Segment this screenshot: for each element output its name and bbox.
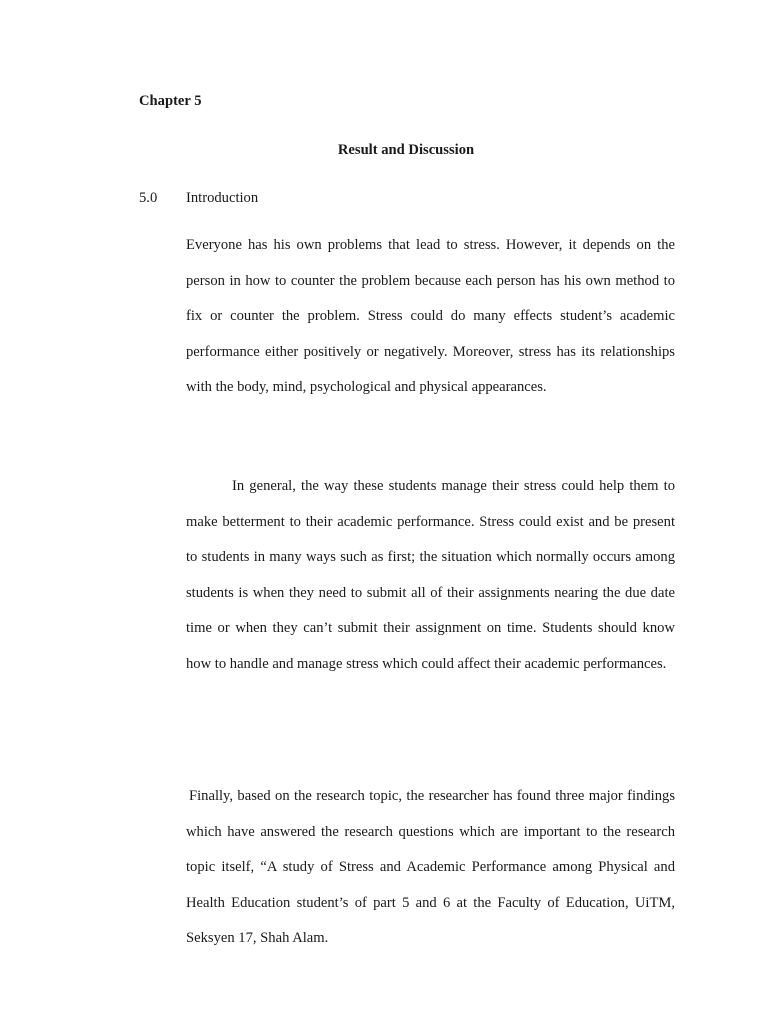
section-number: 5.0 bbox=[139, 190, 158, 206]
paragraph-intro: Everyone has his own problems that lead to stress. However, it depends on the person in how to counter the problem because each person has his own method to fix or counter the problem. Stress could do many effects student’s academic performance either positively or negatively. Moreover, stress has its relationships with the body, mind, psychological and physical appearances. bbox=[186, 237, 675, 395]
paragraph-findings: Finally, based on the research topic, the researcher has found three major findings which have answered the research questions which are important to the research topic itself, “A study of Stress and Academic Performance among Physical and Health Education student’s of part 5 and 6 at the Faculty of Education, UiTM, Seksyen 17, Shah Alam. bbox=[186, 788, 675, 946]
page-title: Result and Discussion bbox=[337, 142, 475, 158]
chapter-label: Chapter 5 bbox=[139, 93, 202, 109]
paragraph-stress-management: In general, the way these students manage their stress could help them to make betterment to their academic performance. Stress could exist and be present to students in many ways such as first; the situation which normally occurs among students is when they need to submit all of their assignments nearing the due date time or when they can’t submit their assignment on time. Students should know how to handle and manage stress which could affect their academic performances. bbox=[186, 478, 675, 672]
section-title: Introduction bbox=[186, 190, 259, 206]
